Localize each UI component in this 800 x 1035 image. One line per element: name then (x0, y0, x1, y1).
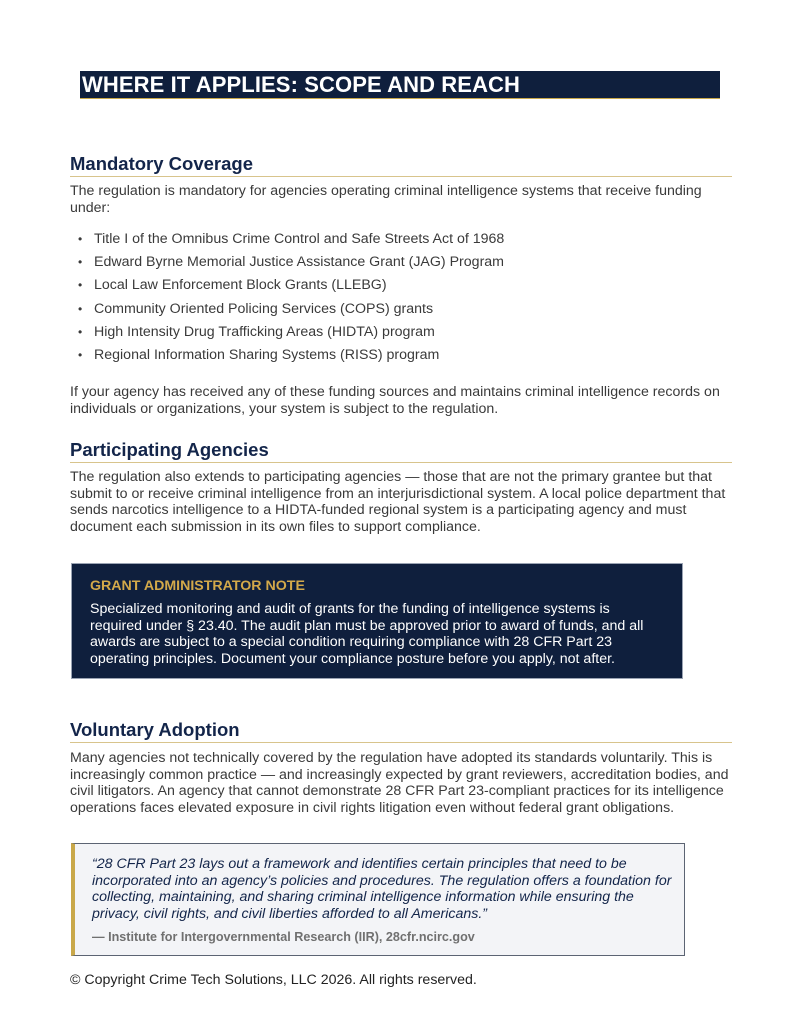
bullet-icon: • (78, 255, 83, 270)
participating-agencies-heading: Participating Agencies (70, 439, 732, 463)
funding-source-label: Regional Information Sharing Systems (RISS) program (94, 347, 440, 364)
participating-agencies-body: The regulation also extends to participating agencies — those that are not the primary grantee but that submit to or receive criminal intelligence from an interjurisdictional system. A local police department that sends narcotics intelligence to a HIDTA-funded regional system is a participating agency and must document each submission in its own files to support compliance. (70, 469, 726, 535)
page-title: WHERE IT APPLIES: SCOPE AND REACH (82, 72, 521, 97)
funding-source-label: Edward Byrne Memorial Justice Assistance Grant (JAG) Program (94, 254, 504, 271)
funding-sources-list (70, 228, 504, 367)
list-item (70, 298, 504, 321)
pull-quote (71, 843, 685, 956)
list-item (70, 274, 504, 297)
funding-source-label: High Intensity Drug Trafficking Areas (HIDTA) program (94, 323, 435, 340)
page-title-banner (80, 71, 720, 99)
bullet-icon: • (78, 324, 83, 339)
note-heading: GRANT ADMINISTRATOR NOTE (90, 578, 305, 594)
quote-text: “28 CFR Part 23 lays out a framework and identifies certain principles that need to be incorporated into an agency’s policies and procedures. The regulation offers a foundation for collecting, maintaining, and sharing criminal intelligence information while ensuring the privacy, civil rights, and civil liberties afforded to all Americans.” (92, 856, 672, 922)
copyright-footer: © Copyright Crime Tech Solutions, LLC 2026. All rights reserved. (70, 972, 477, 988)
grant-administrator-note (71, 563, 683, 679)
bullet-icon: • (78, 301, 83, 316)
list-item (70, 344, 504, 367)
list-item (70, 251, 504, 274)
funding-source-label: Local Law Enforcement Block Grants (LLEBG) (94, 277, 387, 294)
bullet-icon: • (78, 232, 83, 246)
voluntary-adoption-heading: Voluntary Adoption (70, 719, 732, 743)
bullet-icon: • (78, 278, 83, 293)
list-item (70, 228, 504, 251)
mandatory-coverage-intro: The regulation is mandatory for agencies operating criminal intelligence systems that receive funding under: (70, 183, 702, 216)
funding-source-label: Community Oriented Policing Services (COPS) grants (94, 300, 434, 317)
mandatory-coverage-heading: Mandatory Coverage (70, 153, 732, 177)
quote-attribution: — Institute for Intergovernmental Research (IIR), 28cfr.ncirc.gov (92, 930, 475, 944)
voluntary-adoption-body: Many agencies not technically covered by the regulation have adopted its standards voluntarily. This is increasingly common practice — and increasingly expected by grant reviewers, accreditation bodies, and civil litigators. An agency that cannot demonstrate 28 CFR Part 23-compliant practices for its intelligence operations faces elevated exposure in civil rights litigation even without federal grant obligations. (70, 750, 729, 816)
note-body: Specialized monitoring and audit of grants for the funding of intelligence systems is required under § 23.40. The audit plan must be approved prior to award of funds, and all awards are subject to a special condition requiring compliance with 28 CFR Part 23 operating principles. Document your compliance posture before you apply, not after. (90, 601, 644, 667)
funding-source-label: Title I of the Omnibus Crime Control and Safe Streets Act of 1968 (94, 231, 505, 247)
bullet-icon: • (78, 348, 83, 363)
mandatory-coverage-conclusion: If your agency has received any of these funding sources and maintains criminal intelligence records on individuals or organizations, your system is subject to the regulation. (70, 384, 720, 417)
list-item (70, 321, 504, 344)
